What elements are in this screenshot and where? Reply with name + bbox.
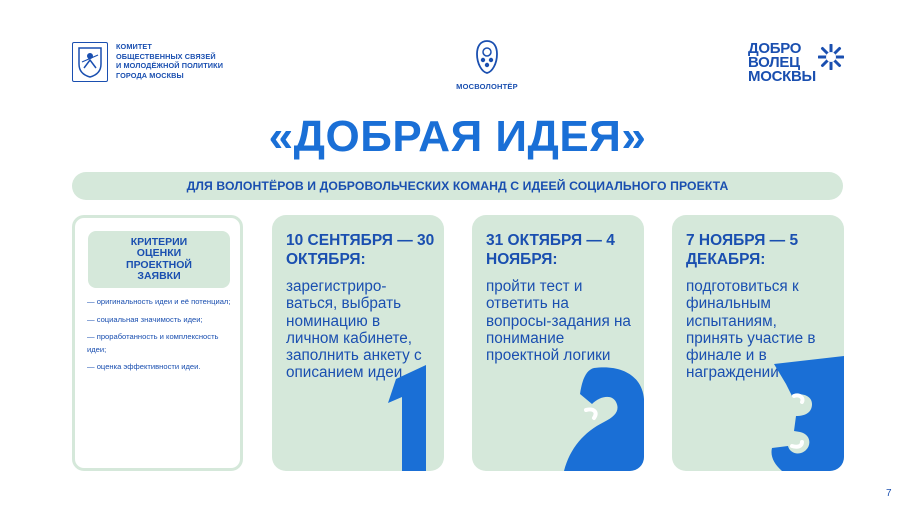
step-card-1 — [272, 215, 444, 471]
dobro-line-2: ВОЛЕЦ — [748, 54, 800, 71]
subtitle: ДЛЯ ВОЛОНТЁРОВ И ДОБРОВОЛЬЧЕСКИХ КОМАНД С ИДЕЕЙ СОЦИАЛЬНОГО ПРОЕКТА — [186, 179, 729, 193]
dobro-line-1: ДОБРО — [748, 40, 802, 57]
dobro-line-3: МОСКВЫ — [748, 68, 816, 85]
step-date: 31 ОКТЯБРЯ — 4 НОЯБРЯ: — [486, 232, 615, 268]
page-title: «ДОБРАЯ ИДЕЯ» — [268, 112, 647, 161]
committee-name: КОМИТЕТ ОБЩЕСТВЕННЫХ СВЯЗЕЙ И МОЛОДЁЖНОЙ ПОЛИТИКИ ГОРОДА МОСКВЫ — [116, 42, 224, 80]
step-description: подготовиться к финальным испытаниям, принять участие в финале и в награждении — [686, 278, 816, 382]
step-description: зарегистриро-ваться, выбрать номинацию в личном кабинете, заполнить анкету с описанием идеи — [286, 278, 422, 382]
step-date: 10 СЕНТЯБРЯ — 30 ОКТЯБРЯ: — [286, 232, 435, 268]
subtitle-bar — [72, 172, 843, 200]
step-description: пройти тест и ответить на вопросы-задания на понимание проектной логики — [486, 278, 631, 365]
committee-logo — [72, 42, 223, 82]
mosvolonter-label: МОСВОЛОНТЁР — [456, 82, 518, 91]
criteria-list — [87, 296, 239, 379]
criteria-item: — оценка эффективности идеи. — [87, 362, 201, 371]
step-card-3 — [672, 215, 844, 471]
criteria-item: — оригинальность идеи и её потенциал; — [87, 297, 231, 306]
number-one-graphic — [374, 361, 444, 471]
number-three-graphic — [766, 356, 844, 471]
criteria-card — [72, 215, 243, 471]
page-number: 7 — [886, 488, 892, 499]
dobrovolets-logo — [748, 42, 816, 84]
step-date: 7 НОЯБРЯ — 5 ДЕКАБРЯ: — [686, 232, 799, 268]
mosvolonter-logo — [452, 40, 522, 91]
moscow-crest-icon — [72, 42, 108, 82]
step-card-2 — [472, 215, 644, 471]
number-two-graphic — [564, 366, 644, 471]
criteria-item: — проработанность и комплексность идеи; — [87, 332, 219, 354]
criteria-header: КРИТЕРИИ ОЦЕНКИ ПРОЕКТНОЙ ЗАЯВКИ — [88, 231, 230, 288]
mosvolonter-emblem-icon — [474, 40, 500, 74]
star-burst-icon — [818, 44, 844, 70]
criteria-item: — социальная значимость идеи; — [87, 314, 203, 324]
